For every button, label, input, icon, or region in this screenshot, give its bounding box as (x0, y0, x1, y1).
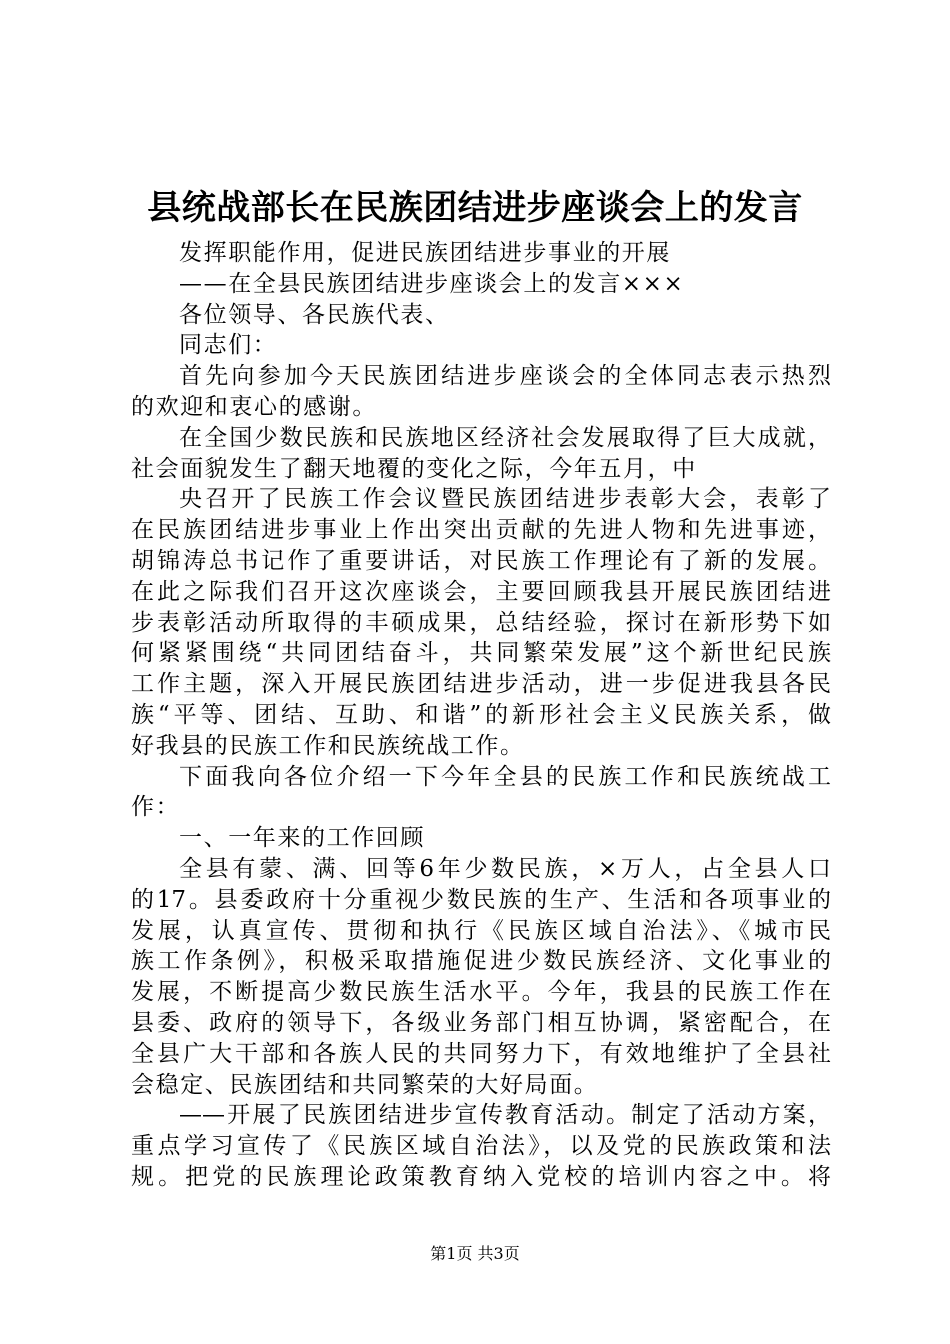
paragraph-line: 胡锦涛总书记作了重要讲话，对民族工作理论有了新的发展。 (131, 547, 831, 574)
paragraph-line: 在全国少数民族和民族地区经济社会发展取得了巨大成就， (179, 424, 831, 451)
paragraph-line: 会稳定、民族团结和共同繁荣的大好局面。 (131, 1071, 599, 1098)
paragraph-line: 全县广大干部和各族人民的共同努力下，有效地维护了全县社 (131, 1040, 831, 1067)
paragraph-line: 好我县的民族工作和民族统战工作。 (131, 732, 525, 759)
paragraph-line: 步表彰活动所取得的丰硕成果，总结经验，探讨在新形势下如 (131, 609, 831, 636)
paragraph-line: 重点学习宣传了《民族区域自治法》，以及党的民族政策和法 (131, 1133, 831, 1160)
paragraph-line: 的欢迎和衷心的感谢。 (131, 393, 377, 420)
page-footer: 第1页 共3页 (430, 1244, 520, 1263)
paragraph-line: 发展，认真宣传、贯彻和执行《民族区域自治法》、《城市民 (131, 917, 831, 944)
section-heading: 一、一年来的工作回顾 (179, 825, 425, 852)
paragraph-line: 规。把党的民族理论政策教育纳入党校的培训内容之中。将 (131, 1163, 831, 1190)
subtitle-line: ——在全县民族团结进步座谈会上的发言××× (179, 270, 685, 297)
document-body (131, 238, 831, 1193)
document-title: 县统战部长在民族团结进步座谈会上的发言 (147, 188, 803, 228)
paragraph-line: ——开展了民族团结进步宣传教育活动。制定了活动方案， (179, 1102, 831, 1129)
paragraph-line: 首先向参加今天民族团结进步座谈会的全体同志表示热烈 (179, 363, 831, 390)
paragraph-line: 何紧紧围绕“共同团结奋斗，共同繁荣发展”这个新世纪民族 (131, 640, 831, 667)
paragraph-line: 发展，不断提高少数民族生活水平。今年，我县的民族工作在 (131, 979, 831, 1006)
paragraph-line: 的17。县委政府十分重视少数民族的生产、生活和各项事业的 (131, 886, 831, 913)
paragraph-line: 作： (131, 794, 181, 821)
paragraph-line: 下面我向各位介绍一下今年全县的民族工作和民族统战工 (179, 763, 831, 790)
subtitle-line: 发挥职能作用，促进民族团结进步事业的开展 (179, 240, 671, 266)
salutation-line: 各位领导、各民族代表、 (179, 301, 450, 328)
paragraph-line: 央召开了民族工作会议暨民族团结进步表彰大会，表彰了 (179, 486, 831, 513)
salutation-line: 同志们： (179, 332, 278, 359)
paragraph-line: 在民族团结进步事业上作出突出贡献的先进人物和先进事迹， (131, 517, 831, 544)
paragraph-line: 县委、政府的领导下，各级业务部门相互协调，紧密配合，在 (131, 1009, 831, 1036)
paragraph-line: 全县有蒙、满、回等6年少数民族，×万人，占全县人口 (179, 855, 831, 882)
paragraph-line: 社会面貌发生了翻天地覆的变化之际，今年五月，中 (131, 455, 697, 482)
paragraph-line: 工作主题，深入开展民族团结进步活动，进一步促进我县各民 (131, 671, 831, 698)
paragraph-line: 族“平等、团结、互助、和谐”的新形社会主义民族关系，做 (131, 701, 831, 728)
paragraph-line: 在此之际我们召开这次座谈会，主要回顾我县开展民族团结进 (131, 578, 831, 605)
paragraph-line: 族工作条例》，积极采取措施促进少数民族经济、文化事业的 (131, 948, 831, 975)
